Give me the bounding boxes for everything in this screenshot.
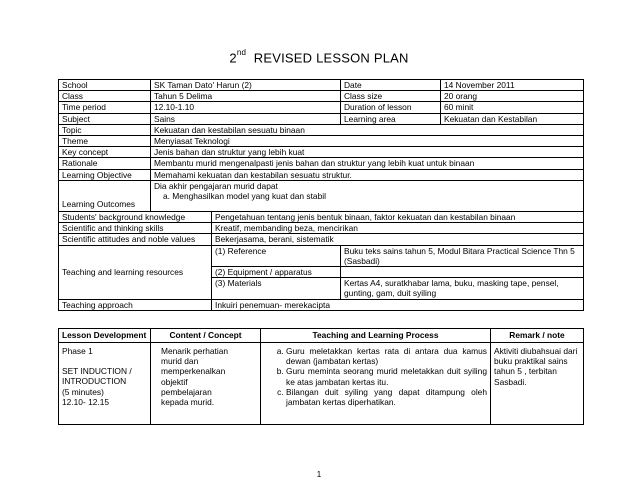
col-header: Content / Concept (151, 329, 261, 343)
info-value: Jenis bahan dan struktur yang lebih kuat (151, 147, 584, 158)
table-row (59, 147, 584, 158)
outcomes-intro: Dia akhir pengajaran murid dapat (154, 180, 278, 191)
info-value: Memahami kekuatan dan kestabilan sesuatu struktur. (151, 169, 584, 180)
content-line: murid dan (161, 356, 199, 367)
resource-value: Kertas A4, suratkhabar lama, buku, masking tape, pensel, gunting, gam, duit syiling (341, 278, 584, 299)
phase-time: 12.10- 12.15 (62, 396, 110, 407)
table-row (59, 102, 584, 113)
content-line: kepada murid. (161, 397, 215, 408)
info-label: Learning Outcomes (59, 180, 151, 211)
table-row (59, 234, 584, 245)
info-label: Learning Objective (59, 169, 151, 180)
content-line: memperkenalkan (161, 366, 226, 377)
process-step: b. Guru meminta seorang murid meletakkan duit syiling ke atas jambatan kertas itu. (286, 366, 487, 386)
col-header: Remark / note (491, 329, 584, 343)
approach-value: Inkuiri penemuan- merekacipta (212, 299, 584, 310)
info-value: 60 minit (441, 102, 584, 113)
bg-label: Students' background knowledge (59, 212, 212, 223)
phase-line: INTRODUCTION (62, 376, 127, 387)
process-step: a. Guru meletakkan kertas rata di antara dua kamus dewan (jambatan kertas) (286, 346, 487, 366)
phase-duration: (5 minutes) (62, 386, 104, 397)
info-label: Duration of lesson (341, 102, 441, 113)
phase-line: SET INDUCTION / (62, 366, 132, 377)
bg-value: Pengetahuan tentang jenis bentuk binaan, faktor kekuatan dan kestabilan binaan (212, 212, 584, 223)
info-label: School (59, 80, 151, 91)
info-label: Rationale (59, 158, 151, 169)
info-value: 14 November 2011 (441, 80, 584, 91)
table-row (59, 169, 584, 180)
process-cell (261, 343, 491, 425)
col-header: Teaching and Learning Process (261, 329, 491, 343)
phase-cell (59, 343, 151, 425)
info-value: 20 orang (441, 91, 584, 102)
resource-name: (1) Reference (212, 245, 341, 266)
resource-name: (2) Equipment / apparatus (212, 267, 341, 278)
table-row (59, 299, 584, 310)
table-row (59, 180, 584, 211)
background-table (58, 211, 584, 311)
page-title: 2nd REVISED LESSON PLAN (229, 48, 409, 66)
lesson-development-table (58, 328, 584, 425)
info-value: Tahun 5 Delima (151, 91, 341, 102)
content-cell (151, 343, 261, 425)
info-value: Sains (151, 113, 341, 124)
table-row (59, 124, 584, 135)
info-value: SK Taman Dato' Harun (2) (151, 80, 341, 91)
info-label: Subject (59, 113, 151, 124)
info-value: Menyiasat Teknologi (151, 136, 584, 147)
table-row (59, 136, 584, 147)
bg-label: Scientific and thinking skills (59, 223, 212, 234)
lesson-info-table (58, 79, 584, 212)
remark-cell: Aktiviti diubahsuai dari buku praktikal sains tahun 5 , terbitan Sasbadi. (491, 343, 584, 425)
page-number: 1 (316, 470, 322, 479)
resource-name: (3) Materials (212, 278, 341, 299)
content-line: pembelajaran (161, 386, 212, 397)
info-value: 12.10-1.10 (151, 102, 341, 113)
approach-label: Teaching approach (59, 299, 212, 310)
info-label: Theme (59, 136, 151, 147)
process-list (264, 346, 487, 407)
table-row (59, 80, 584, 91)
info-label: Class (59, 91, 151, 102)
learning-outcomes (151, 180, 584, 211)
resources-label: Teaching and learning resources (59, 245, 212, 299)
info-label: Topic (59, 124, 151, 135)
resource-value: Buku teks sains tahun 5, Modul Bitara Practical Science Thn 5 (Sasbadi) (341, 245, 584, 266)
table-row (59, 158, 584, 169)
table-header-row (59, 329, 584, 343)
content-line: objektif (161, 376, 188, 387)
resource-value (341, 267, 584, 278)
bg-value: Kreatif, membanding beza, mencirikan (212, 223, 584, 234)
bg-label: Scientific attitudes and noble values (59, 234, 212, 245)
info-label: Learning area (341, 113, 441, 124)
info-value: Kekuatan dan kestabilan sesuatu binaan (151, 124, 584, 135)
process-step: c. Bilangan duit syiling yang dapat ditampung oleh jambatan kertas diperhatikan. (286, 387, 487, 407)
info-label: Class size (341, 91, 441, 102)
info-label: Date (341, 80, 441, 91)
bg-value: Bekerjasama, berani, sistematik (212, 234, 584, 245)
phase-name: Phase 1 (62, 346, 93, 356)
table-row (59, 91, 584, 102)
col-header: Lesson Development (59, 329, 151, 343)
table-row (59, 343, 584, 425)
content-line: Menarik perhatian (161, 346, 229, 356)
table-row (59, 223, 584, 234)
table-row (59, 113, 584, 124)
info-label: Time period (59, 102, 151, 113)
info-value: Membantu murid mengenalpasti jenis bahan dan struktur yang lebih kuat untuk binaan (151, 158, 584, 169)
info-label: Key concept (59, 147, 151, 158)
table-row (59, 212, 584, 223)
info-value: Kekuatan dan Kestabilan (441, 113, 584, 124)
table-row (59, 245, 584, 266)
outcomes-item: a. Menghasilkan model yang kuat dan stabil (163, 191, 326, 202)
